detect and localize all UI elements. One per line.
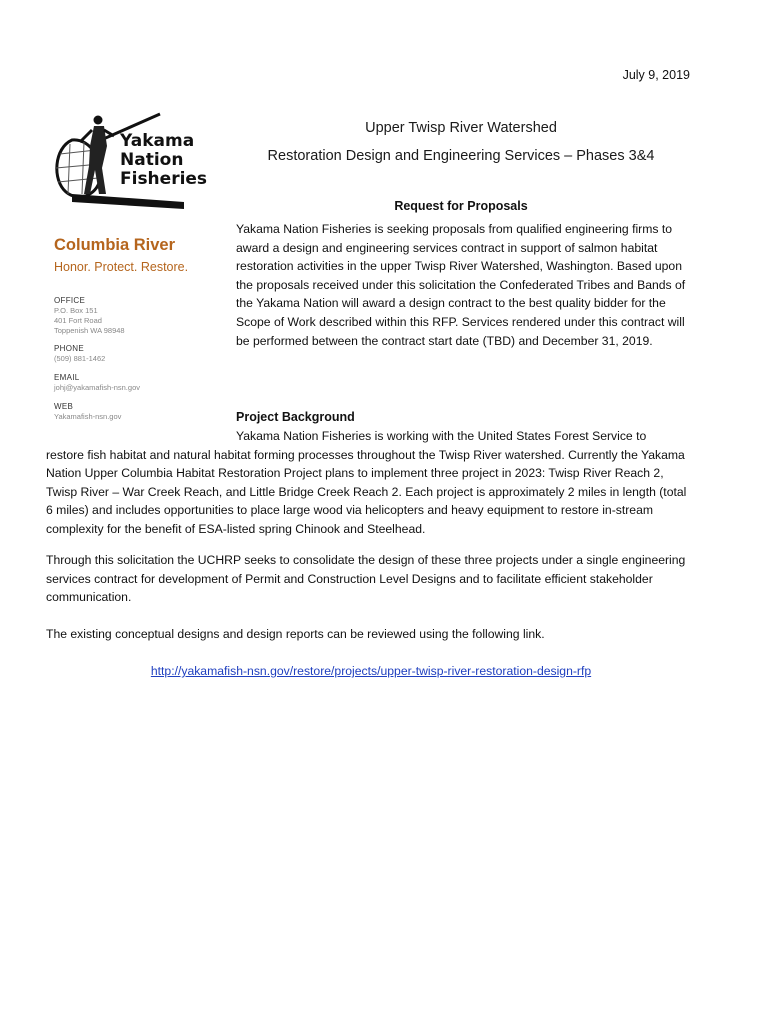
logo-text-yakama: Yakama <box>120 131 195 151</box>
email-value: johj@yakamafish-nsn.gov <box>54 383 140 392</box>
office-address-line1: P.O. Box 151 <box>54 306 98 315</box>
logo-text-nation: Nation <box>120 150 184 170</box>
office-address-line3: Toppenish WA 98948 <box>54 326 125 335</box>
design-rfp-link[interactable]: http://yakamafish-nsn.gov/restore/projects/upper-twisp-river-restoration-design-rfp <box>150 664 592 678</box>
brand-name: Columbia River <box>54 236 176 254</box>
phone-value: (509) 881-1462 <box>54 354 106 363</box>
project-background-body: restore fish habitat and natural habitat forming processes throughout the Twisp River watershed. Currently the Yakama Nation Upper Columbia Habitat Restoration Project plans to implement three project in 2023: Twisp River Reach 2, Twisp River – War Creek Reach, and Little Bridge Creek Reach 2. Each project is approximately 2 miles in length (total 6 miles) and includes opportunities to place large wood via helicopters and heavy equipment to restore in-stream complexity for the benefit of ESA-listed spring Chinook and Steelhead. <box>46 447 687 536</box>
project-background-heading: Project Background <box>236 410 355 424</box>
rfp-heading: Request for Proposals <box>394 199 528 213</box>
project-background-first-line: Yakama Nation Fisheries is working with the United States Forest Service to <box>236 429 647 443</box>
document-title-line2: Restoration Design and Engineering Services – Phases 3&4 <box>267 148 655 164</box>
project-background-paragraph <box>46 427 696 539</box>
office-address-line2: 401 Fort Road <box>54 316 102 325</box>
phone-label: PHONE <box>54 344 84 353</box>
email-label: EMAIL <box>54 373 80 382</box>
web-label: WEB <box>54 402 74 411</box>
web-value: Yakamafish-nsn.gov <box>54 412 122 421</box>
consolidation-paragraph: Through this solicitation the UCHRP seeks to consolidate the design of these three projects under a single engineering services contract for development of Permit and Construction Level Designs and to facilitate efficient stakeholder communication. <box>46 553 686 605</box>
letter-date: July 9, 2019 <box>622 68 690 82</box>
existing-designs-paragraph: The existing conceptual designs and design reports can be reviewed using the following link. <box>46 627 545 641</box>
document-title-line1: Upper Twisp River Watershed <box>365 120 557 136</box>
yakama-nation-fisheries-logo <box>52 110 212 215</box>
intro-paragraph: Yakama Nation Fisheries is seeking proposals from qualified engineering firms to award a design and engineering services contract in support of salmon habitat restoration activities in the upper Twisp River Watershed, Washington. Based upon the proposals received under this solicitation the Confederated Tribes and Bands of the Yakama Nation will award a design contract to the best quality bidder for the Scope of Work described within this RFP. Services rendered under this contract will be performed between the contract start date (TBD) and December 31, 2019. <box>236 222 686 348</box>
brand-tagline: Honor. Protect. Restore. <box>54 260 189 274</box>
office-label: OFFICE <box>54 296 86 305</box>
logo-text-fisheries: Fisheries <box>120 169 208 189</box>
